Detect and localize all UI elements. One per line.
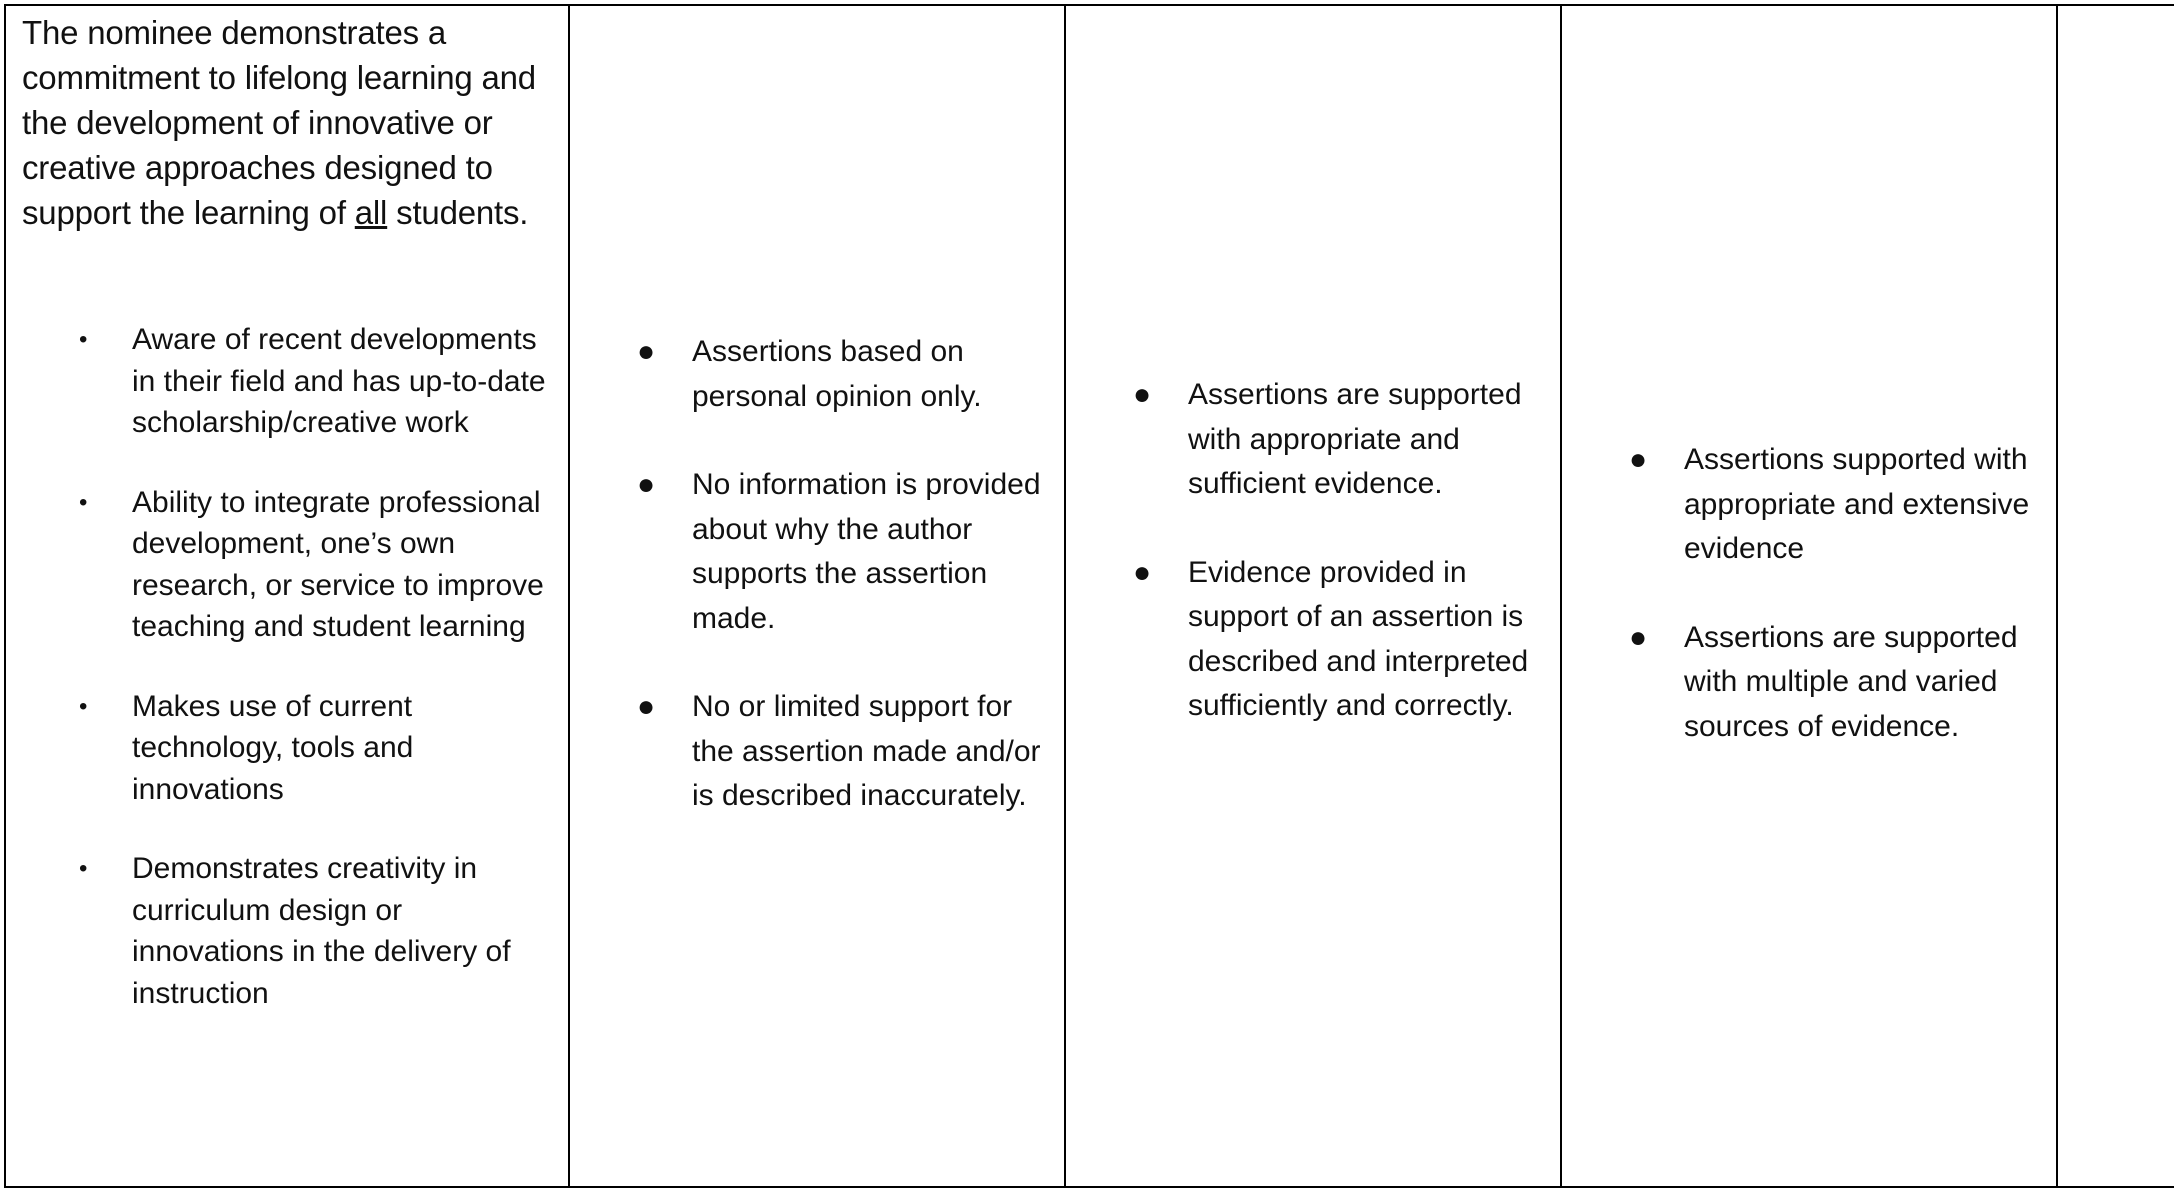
indicator-item	[6, 686, 568, 811]
indicator-text: Aware of recent developments in their field and has up-to-date scholarship/creative work	[132, 323, 546, 439]
level-item-text: Assertions based on personal opinion only.	[692, 335, 982, 413]
level-item-text: Assertions supported with appropriate and extensive evidence	[1684, 443, 2030, 565]
bullet-icon: ●	[1629, 620, 1648, 654]
level-item	[1562, 438, 2056, 572]
bullet-icon: ●	[637, 468, 656, 501]
indicator-text: Demonstrates creativity in curriculum design or innovations in the delivery of instruction	[132, 852, 511, 1010]
bullet-icon: ●	[1133, 378, 1152, 411]
level-item	[1562, 616, 2056, 750]
bullet-icon: ●	[1133, 555, 1152, 589]
bullet-icon: •	[79, 692, 88, 720]
criterion-text-end: students.	[387, 194, 529, 231]
criterion-description	[6, 6, 568, 235]
level-cell-limited	[569, 5, 1065, 1187]
score-cell	[2057, 5, 2174, 1187]
level-list-sufficient	[1066, 373, 1560, 773]
level-item	[570, 330, 1064, 419]
bullet-icon: •	[79, 488, 88, 516]
rubric-row	[5, 5, 2174, 1187]
level-item	[570, 685, 1064, 819]
level-item-text: Evidence provided in support of an assertion is described and interpreted sufficiently and correctly.	[1188, 555, 1529, 722]
indicator-text: Ability to integrate professional development, one’s own research, or service to improve teaching and student learning	[132, 485, 544, 643]
level-item	[1066, 551, 1560, 729]
criterion-underlined-word: all	[354, 194, 388, 231]
level-item-text: No information is provided about why the author supports the assertion made.	[692, 468, 1041, 635]
bullet-icon: ●	[637, 335, 656, 368]
level-list-extensive	[1562, 438, 2056, 793]
indicator-item	[6, 482, 568, 648]
indicator-text: Makes use of current technology, tools and innovations	[132, 689, 414, 806]
indicator-item	[6, 848, 568, 1014]
indicator-list	[6, 319, 568, 1052]
indicator-item	[6, 319, 568, 444]
level-item-text: Assertions are supported with appropriate and sufficient evidence.	[1188, 378, 1522, 500]
level-cell-sufficient	[1065, 5, 1561, 1187]
bullet-icon: •	[79, 326, 88, 353]
criterion-cell	[5, 5, 569, 1187]
level-item	[570, 463, 1064, 641]
bullet-icon: ●	[1629, 443, 1648, 476]
bullet-icon: •	[79, 855, 88, 882]
level-list-limited	[570, 330, 1064, 863]
level-cell-extensive	[1561, 5, 2057, 1187]
rubric-table	[4, 4, 2174, 1188]
bullet-icon: ●	[637, 690, 656, 723]
criterion-text-start: The nominee demonstrates a commitment to lifelong learning and the development of innovative or creative approaches designed to support the learning of	[22, 14, 536, 231]
level-item-text: No or limited support for the assertion made and/or is described inaccurately.	[692, 690, 1041, 812]
level-item-text: Assertions are supported with multiple and varied sources of evidence.	[1684, 620, 2018, 743]
level-item	[1066, 373, 1560, 507]
